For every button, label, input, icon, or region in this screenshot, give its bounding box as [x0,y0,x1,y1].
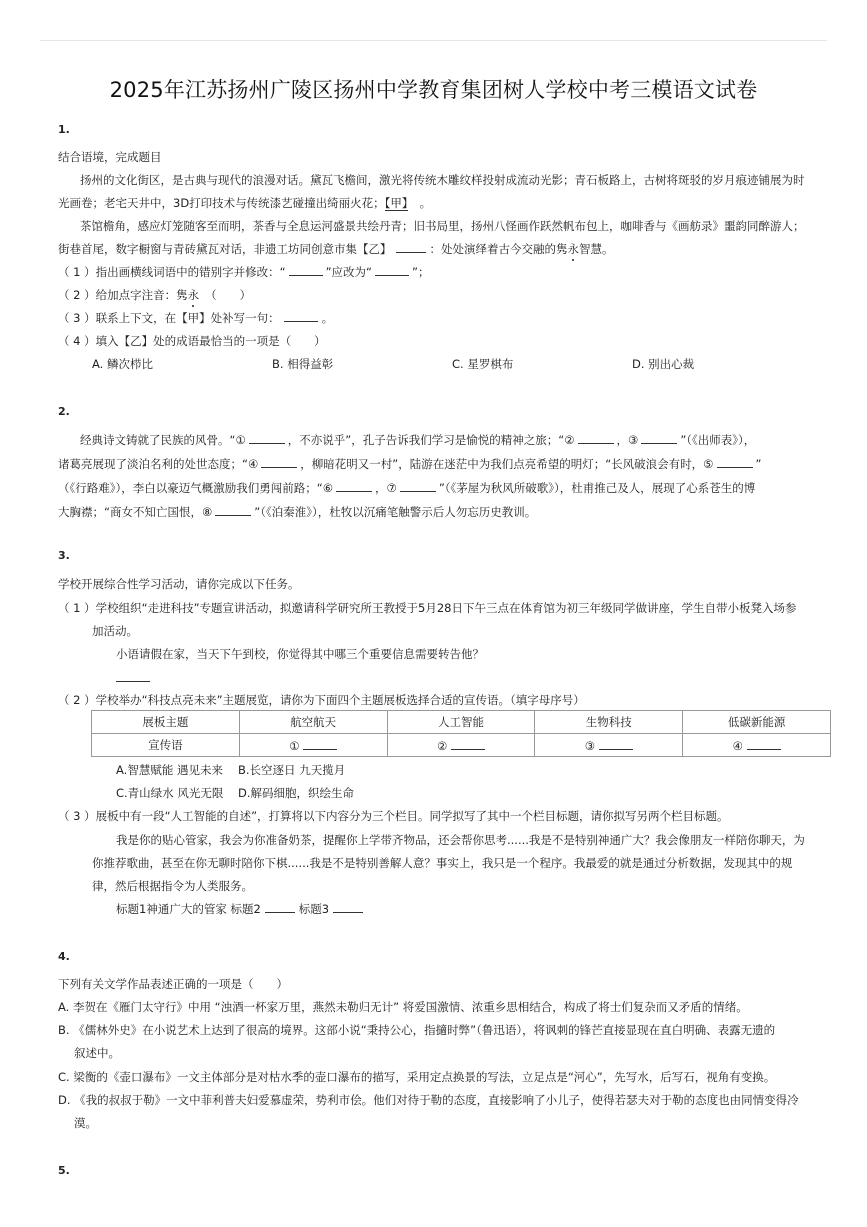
table-header-cell: 低碳新能源 [683,711,831,734]
q3-paragraph-line: 你推荐歌曲，甚至在你无聊时陪你下棋......我是不是特别善解人意？事实上，我只是一个程序。我最爱的就是通过分析数据，发现其中的规 [92,856,793,870]
q1-subquestion-3 [58,310,333,326]
answer-blank[interactable] [303,738,337,750]
q3-text: 标题1神通广大的管家 标题2 [116,902,261,916]
answer-blank[interactable] [215,504,251,516]
question-number: 3. [58,549,70,562]
slot-mark: ③ [584,738,596,753]
q2-text: ，柳暗花明又一村”，陆游在迷茫中为我们点亮希望的明灯；“长风破浪会有时，⑤ [300,457,714,471]
slot-mark: ① [289,738,300,753]
q1-paragraph-line [58,195,431,211]
top-divider [40,40,827,41]
q2-text: ”（《泊秦淮》），杜牧以沉痛笔触警示后人勿忘历史教训。 [254,505,537,519]
q3-subquestion-3: （ 3 ）展板中有一段“人工智能的自述”，打算将以下内容分为三个栏目。同学拟写了其中一个栏目标题，请你拟写另两个栏目标题。 [58,809,729,823]
table-cell: 宣传语 [92,734,240,757]
dotted-char: 永 [187,288,200,302]
q3-subquestion-1: （ 1 ）学校组织“走进科技”专题宣讲活动，拟邀请科学研究所王教授于5月28日下午三点在体育馆为初三年级同学做讲座，学生自带小板凳入场参 [58,601,797,615]
q3-prompt: 小语请假在家，当天下午到校，你觉得其中哪三个重要信息需要转告他？ [116,647,484,661]
answer-blank[interactable] [333,901,363,913]
q2-line [58,456,761,472]
q3-paragraph-line: 律，然后根据指令为人类服务。 [92,879,253,893]
question-number: 1. [58,123,70,136]
q1-text: 智慧。 [579,242,614,256]
q2-text: 大胸襟；“商女不知亡国恨，⑧ [58,505,213,519]
table-cell [387,734,535,757]
q1-text: ”应改为“ [325,265,373,279]
q3-text: 加活动。 [92,624,138,638]
answer-blank[interactable] [400,480,436,492]
table-row [92,711,831,734]
answer-blank[interactable] [116,670,150,682]
option-a[interactable]: A. 李贺在《雁门太守行》中用 “浊酒一杯家万里，燕然未勒归无计” 将爱国激情、浓重乡思相结合，构成了将士们复杂而又矛盾的情绪。 [58,1000,748,1014]
option-b[interactable]: B. 相得益彰 [272,357,334,371]
q2-text: 经典诗文铸就了民族的风骨。“① [80,433,246,447]
option-b-continued: 叙述中。 [74,1046,120,1060]
q2-line [58,504,536,520]
q2-line [58,480,755,496]
q2-text: ，不亦说乎”，孔子告诉我们学习是愉悦的精神之旅；“② [287,433,575,447]
q1-paragraph-line: 茶馆檐角，感应灯笼随客至而明，茶香与全息运河盛景共绘丹青；旧书局里，扬州八怪画作跃然帆布包上，咖啡香与《画舫录》噩韵同醉游人； [80,219,805,233]
q1-paragraph-line [58,241,614,257]
slogan-option-c: C.青山绿水 风光无限 [116,786,224,800]
q1-text: ：处处演绎着古今交融的隽 [429,242,568,256]
q3-intro: 学校开展综合性学习活动，请你完成以下任务。 [58,577,300,591]
table-cell [535,734,683,757]
answer-blank[interactable] [249,432,285,444]
slot-mark: ④ [732,738,743,753]
q1-paragraph-line: 扬州的文化街区，是古典与现代的浪漫对话。黛瓦飞檐间，激光将传统木雕纹样投射成流动光影；青石板路上，古树将斑驳的岁月痕迹铺展为时 [80,173,805,187]
answer-blank[interactable] [284,310,318,322]
jia-marker: 【甲】 [384,196,408,210]
option-a[interactable]: A. 鳞次栉比 [92,357,153,371]
table-header-cell: 航空航天 [239,711,387,734]
table-cell [239,734,387,757]
question-number: 4. [58,950,70,963]
q3-titles-line [116,901,363,917]
table-row [92,734,831,757]
q1-subquestion-2 [58,287,251,303]
exhibit-board-table [91,710,831,757]
q1-text: ”； [412,265,430,279]
option-c[interactable]: C. 梁衡的《壶口瀑布》一文主体部分是对枯水季的壶口瀑布的描写，采用定点换景的写法，立足点是“河心”，先写水，后写石，视角有变换。 [58,1070,776,1084]
slogan-option-a: A.智慧赋能 遇见未来 [116,763,223,777]
table-header-cell: 生物科技 [535,711,683,734]
answer-blank[interactable] [261,456,297,468]
q1-text: 光画卷；老宅天井中，3D打印技术与传统漆艺碰撞出绮丽火花； [58,196,385,210]
q3-subquestion-2: （ 2 ）学校举办“科技点亮未来”主题展览，请你为下面四个主题展板选择合适的宣传语。（填字母序号） [58,693,585,707]
answer-blank[interactable] [375,264,409,276]
question-number: 2. [58,405,70,418]
table-header-cell: 人工智能 [387,711,535,734]
q1-text: （ ） [205,288,252,302]
q1-text: （ 3 ）联系上下文，在【甲】处补写一句： [58,311,280,325]
q2-text: 诸葛亮展现了淡泊名利的处世态度；“④ [58,457,259,471]
table-cell [683,734,831,757]
q2-text: ，③ [616,433,639,447]
q3-answer-line [116,670,150,686]
q1-text: （ 2 ）给加点字注音：隽 [58,288,188,302]
q2-text: ”（《茅屋为秋风所破歌》），杜甫推己及人，展现了心系苍生的博 [438,481,756,495]
q3-paragraph-line: 我是你的贴心管家，我会为你准备奶茶，提醒你上学带齐物品，还会帮你思考......我是不是特别神通广大？我会像朋友一样陪你聊天，为 [116,833,805,847]
answer-blank[interactable] [265,901,295,913]
q1-intro: 结合语境，完成题目 [58,150,162,164]
q2-text: ，⑦ [375,481,397,495]
slogan-option-b: B.长空逐日 九天揽月 [238,763,346,777]
answer-blank[interactable] [747,738,781,750]
q2-text: ”（《出师表》）， [680,433,756,447]
option-c[interactable]: C. 星罗棋布 [452,357,514,371]
option-b[interactable]: B. 《儒林外史》在小说艺术上达到了很高的境界。这部小说“秉持公心，指擿时弊”（鲁迅语），将讽刺的锋芒直接显现在直白明确、表露无遗的 [58,1023,776,1037]
option-d[interactable]: D. 别出心裁 [632,357,695,371]
option-d-continued: 漠。 [74,1116,97,1130]
answer-blank[interactable] [451,738,485,750]
q1-text: 。 [321,311,334,325]
answer-blank[interactable] [396,241,426,253]
answer-blank[interactable] [599,738,633,750]
q3-text: 标题3 [298,902,330,916]
q1-subquestion-4: （ 4 ）填入【乙】处的成语最恰当的一项是（ ） [58,334,326,348]
q1-text: 。 [419,196,432,210]
answer-blank[interactable] [289,264,323,276]
q4-stem: 下列有关文学作品表述正确的一项是（ ） [58,977,288,991]
q2-text: ” [755,457,762,471]
table-header-cell: 展板主题 [92,711,240,734]
q2-text: （《行路难》），李白以豪迈气概激励我们勇闯前路；“⑥ [58,481,334,495]
q1-text: 街巷首尾，数字橱窗与青砖黛瓦对话，非遗工坊同创意市集【乙】 [58,242,392,256]
answer-blank[interactable] [641,432,677,444]
page-title: 2025年江苏扬州广陵区扬州中学教育集团树人学校中考三模语文试卷 [109,78,758,102]
q2-line [80,432,755,448]
dotted-char: 永 [567,242,579,256]
answer-blank[interactable] [336,480,372,492]
question-number: 5. [58,1164,70,1177]
answer-blank[interactable] [578,432,614,444]
slogan-option-d: D.解码细胞，织绘生命 [238,786,355,800]
answer-blank[interactable] [717,456,753,468]
q1-text: （ 1 ）指出画横线词语中的错别字并修改：“ [58,265,286,279]
q1-subquestion-1 [58,264,429,280]
option-d[interactable]: D. 《我的叔叔于勒》一文中菲利普夫妇爱慕虚荣，势利市侩。他们对待于勒的态度，直接影响了小儿子，使得若瑟夫对于勒的态度也由同情变得冷 [58,1093,799,1107]
slot-mark: ② [437,738,448,753]
